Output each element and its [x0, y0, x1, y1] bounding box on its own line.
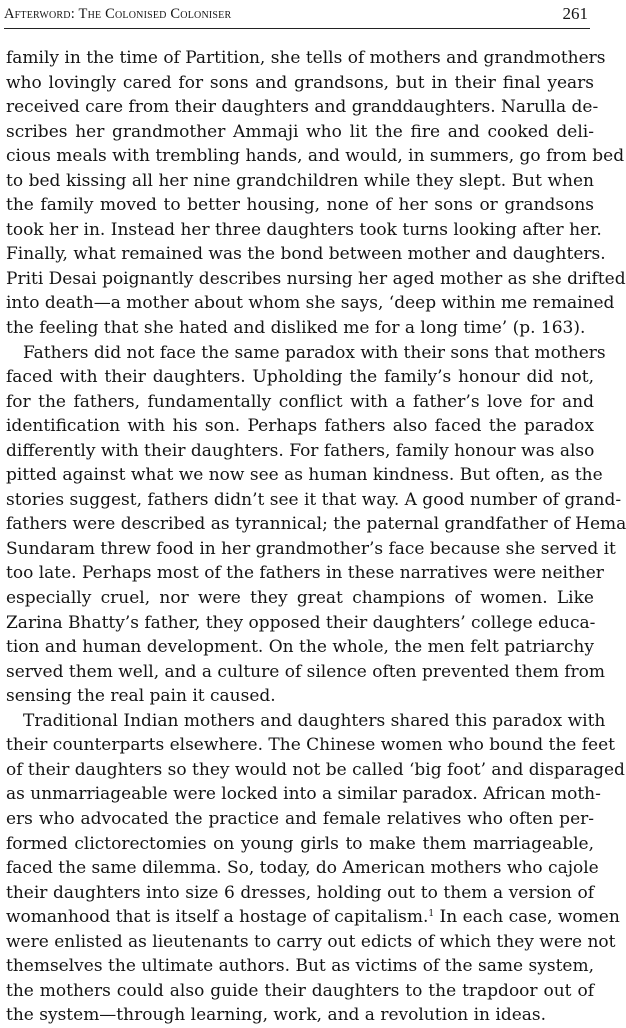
text-line: Traditional Indian mothers and daughters shared this paradox with — [23, 710, 606, 731]
text-line: formed clictorectomies on young girls to make them marriageable, — [6, 833, 594, 854]
paragraph — [6, 341, 626, 709]
text-line: differently with their daughters. For fathers, family honour was also — [6, 440, 595, 461]
text-line: received care from their daughters and granddaughters. Narulla de- — [6, 97, 599, 118]
text-line: served them well, and a culture of silence often prevented them from — [6, 661, 606, 682]
running-head: Afterword: The Colonised Coloniser — [4, 6, 232, 22]
text-line: their daughters into size 6 dresses, holding out to them a version of — [6, 882, 594, 903]
text-line: fathers were described as tyrannical; the paternal grandfather of Hema — [6, 514, 626, 535]
text-line: pitted against what we now see as human kindness. But often, as the — [6, 465, 603, 486]
text-line: took her in. Instead her three daughters took turns looking after her. — [6, 219, 602, 240]
text-line: Sundaram threw food in her grandmother’s face because she served it — [6, 538, 616, 559]
text-line: Zarina Bhatty’s father, they opposed their daughters’ college educa- — [6, 612, 596, 633]
text-line: tion and human development. On the whole, the men felt patriarchy — [6, 637, 594, 658]
footnote-marker[interactable]: 1 — [428, 909, 435, 920]
text-line: scribes her grandmother Ammaji who lit the fire and cooked deli- — [6, 121, 594, 142]
text-line: cious meals with trembling hands, and would, in summers, go from bed — [6, 146, 625, 167]
text-line: Fathers did not face the same paradox with their sons that mothers — [23, 342, 606, 363]
text-line: womanhood that is itself a hostage of capitalism.$^1$ In each case, women — [6, 907, 620, 928]
text-line: were enlisted as lieutenants to carry out edicts of which they were not — [6, 931, 616, 952]
text-line: for the fathers, fundamentally conflict with a father’s love for and — [6, 391, 594, 412]
text-line: the feeling that she hated and disliked me for a long time’ (p. 163). — [6, 318, 586, 339]
page-header — [4, 4, 590, 29]
text-line: identification with his son. Perhaps fathers also faced the paradox — [6, 416, 594, 437]
text-line: Priti Desai poignantly describes nursing her aged mother as she drifted — [6, 268, 626, 289]
text-line: family in the time of Partition, she tells of mothers and grandmothers — [6, 48, 606, 68]
text-line: faced the same dilemma. So, today, do American mothers who cajole — [6, 858, 599, 879]
text-line: to bed kissing all her nine grandchildren while they slept. But when — [6, 170, 594, 191]
text-line: ers who advocated the practice and female relatives who often per- — [6, 808, 594, 829]
body-text — [6, 46, 626, 1028]
text-line: the mothers could also guide their daughters to the trapdoor out of — [6, 980, 594, 1001]
page-number: 261 — [562, 4, 588, 23]
text-line: sensing the real pain it caused. — [6, 686, 276, 707]
text-line: as unmarriageable were locked into a similar paradox. African moth- — [6, 784, 601, 805]
text-line: especially cruel, nor were they great champions of women. Like — [6, 588, 594, 609]
text-line: into death—a mother about whom she says, ‘deep within me remained — [6, 293, 615, 314]
text-line: themselves the ultimate authors. But as victims of the same system, — [6, 956, 594, 977]
text-line: faced with their daughters. Upholding the family’s honour did not, — [6, 367, 594, 388]
text-line: Finally, what remained was the bond between mother and daughters. — [6, 244, 606, 265]
text-line: stories suggest, fathers didn’t see it that way. A good number of grand- — [6, 489, 622, 510]
text-line: the family moved to better housing, none of her sons or grandsons — [6, 195, 594, 216]
text-line: their counterparts elsewhere. The Chinese women who bound the feet — [6, 735, 616, 756]
text-line: too late. Perhaps most of the fathers in these narratives were neither — [6, 563, 604, 584]
text-line: of their daughters so they would not be called ‘big foot’ and disparaged — [6, 759, 625, 780]
text-line: who lovingly cared for sons and grandsons, but in their final years — [6, 72, 594, 93]
paragraph — [6, 46, 626, 341]
paragraph — [6, 709, 625, 1028]
text-line: the system—through learning, work, and a revolution in ideas. — [6, 1005, 547, 1026]
